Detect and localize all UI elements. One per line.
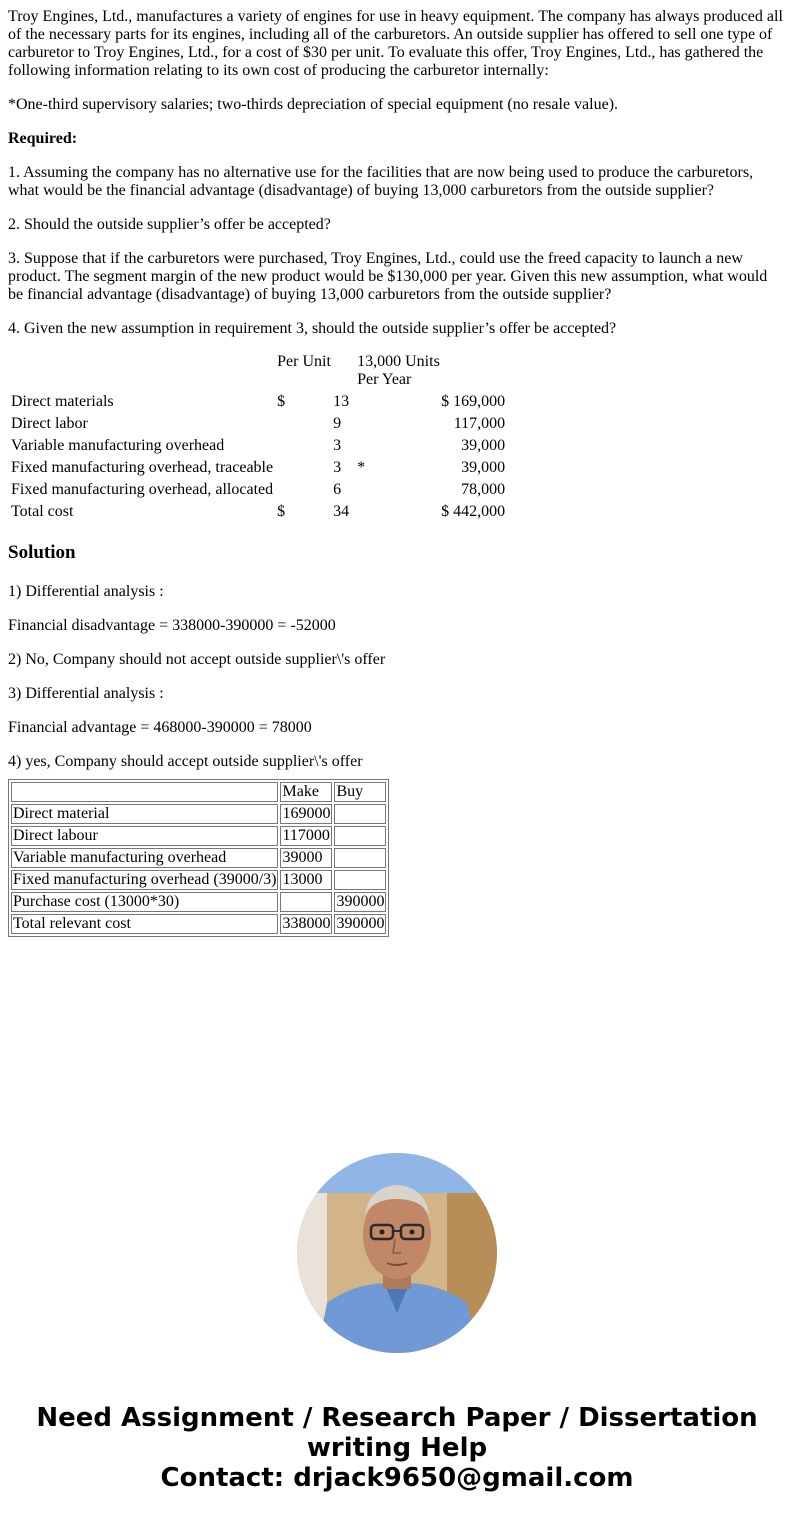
header-units-per-year [356,352,506,390]
solution-heading: Solution [8,542,76,563]
per-unit-value: 9 [333,415,342,432]
table-row [11,892,386,912]
make-buy-table-body [11,782,386,934]
per-unit-value: 13 [333,393,350,410]
row-label: Direct labor [11,415,88,432]
item-cell [11,782,278,802]
footnote-mark [356,480,438,500]
question-1: 1. Assuming the company has no alternative use for the facilities that are now being used to produce the carburetors, what would be the financial advantage (disadvantage) of buying 13,000 carburetors from the outside supplier? [8,164,754,199]
table-row [11,804,386,824]
make-cell: 169000 [282,805,331,822]
per-unit-value: 3 [333,459,342,476]
cost-table-row [10,414,506,434]
table-row [11,914,386,934]
footnote-mark [356,436,438,456]
row-label: Direct materials [11,393,114,410]
currency-symbol [440,436,450,456]
make-cell: 338000 [282,915,331,932]
item-cell: Purchase cost (13000*30) [11,892,278,912]
footnote-mark [356,502,438,522]
cost-table-row [10,436,506,456]
item-cell: Fixed manufacturing overhead (39000/3) [13,871,277,888]
currency-symbol [276,480,330,500]
buy-cell [334,870,386,890]
item-cell: Variable manufacturing overhead [11,848,278,868]
solution-line-6: 4) yes, Company should accept outside supplier\'s offer [8,753,363,770]
cost-table [8,350,508,524]
solution-line-2: Financial disadvantage = 338000-390000 = -52000 [8,617,336,634]
footnote-mark [356,414,438,434]
promo-line-2: writing Help [306,1433,488,1463]
buy-cell [334,804,386,824]
solution-line-1: 1) Differential analysis : [8,583,164,600]
row-label: Fixed manufacturing overhead, traceable [11,459,274,476]
currency-symbol [440,480,450,500]
make-cell: Make [280,782,332,802]
currency-symbol [276,414,330,434]
row-label: Total cost [11,503,74,520]
table-row [11,870,386,890]
buy-cell [334,848,386,868]
table-row [11,848,386,868]
make-cell [280,892,332,912]
intro-paragraph: Troy Engines, Ltd., manufactures a variety of engines for use in heavy equipment. The company has always produced all of the necessary parts for its engines, including all of the carburetors. An outside supplier has offered to sell one type of carburetor to Troy Engines, Ltd., for a cost of $30 per unit. To evaluate this offer, Troy Engines, Ltd., has gathered the following information relating to its own cost of producing the carburetor internally: [8,8,783,79]
solution-line-5: Financial advantage = 468000-390000 = 78000 [8,719,312,736]
buy-cell: 390000 [336,915,385,932]
solution-line-3: 2) No, Company should not accept outside supplier\'s offer [8,651,386,668]
document-body [8,8,786,937]
per-year-value: 39,000 [461,437,506,454]
promo-line-1: Need Assignment / Research Paper / Dissertation [36,1403,758,1433]
currency-symbol [440,458,450,478]
solution-line-4: 3) Differential analysis : [8,685,164,702]
currency-symbol [440,414,450,434]
header-per-unit: Per Unit [277,353,331,370]
question-3: 3. Suppose that if the carburetors were purchased, Troy Engines, Ltd., could use the freed capacity to launch a new product. The segment margin of the new product would be $130,000 per year. Given this new assumption, what would be financial advantage (disadvantage) of buying 13,000 carburetors from the outside supplier? [8,250,768,303]
person-portrait-icon [297,1153,497,1353]
author-avatar [297,1153,497,1353]
per-year-value: 117,000 [453,415,506,432]
currency-symbol [276,436,330,456]
footnote: *One-third supervisory salaries; two-thirds depreciation of special equipment (no resale value). [8,96,619,113]
currency-symbol: $ [277,393,286,410]
question-2: 2. Should the outside supplier’s offer be accepted? [8,216,331,233]
per-unit-value: 6 [333,481,342,498]
buy-cell: 390000 [336,893,385,910]
currency-symbol [276,458,330,478]
item-cell: Direct material [11,804,278,824]
currency-symbol: $ [277,503,286,520]
item-cell: Total relevant cost [11,914,278,934]
cost-table-row [10,458,506,478]
table-row [11,826,386,846]
item-cell: Direct labour [11,826,278,846]
header-units-line2: Per Year [357,371,412,388]
row-label: Fixed manufacturing overhead, allocated [11,481,274,498]
row-label: Variable manufacturing overhead [11,437,225,454]
make-cell: 117000 [280,826,332,846]
cost-table-header [10,352,506,390]
footnote-mark: * [357,459,366,476]
currency-symbol: $ [441,393,450,410]
question-4: 4. Given the new assumption in requirement 3, should the outside supplier’s offer be accepted? [8,320,617,337]
promo-banner [0,1403,794,1493]
required-heading: Required: [8,130,78,147]
make-cell: 13000 [280,870,332,890]
footnote-mark [356,392,438,412]
make-cell: 39000 [280,848,332,868]
cost-table-body [10,392,506,522]
make-buy-table [8,779,389,937]
make-buy-header-row [11,782,386,802]
currency-symbol: $ [441,503,450,520]
cost-table-row [10,392,506,412]
promo-contact: Contact: drjack9650@gmail.com [160,1463,634,1493]
per-unit-value: 34 [333,503,350,520]
cost-table-row [10,502,506,522]
per-year-value: 442,000 [453,503,506,520]
per-year-value: 39,000 [461,459,506,476]
buy-cell [334,826,386,846]
per-unit-value: 3 [333,437,342,454]
cost-table-row [10,480,506,500]
buy-cell: Buy [334,782,386,802]
header-units-line1: 13,000 Units [357,353,440,370]
per-year-value: 78,000 [461,481,506,498]
per-year-value: 169,000 [453,393,506,410]
